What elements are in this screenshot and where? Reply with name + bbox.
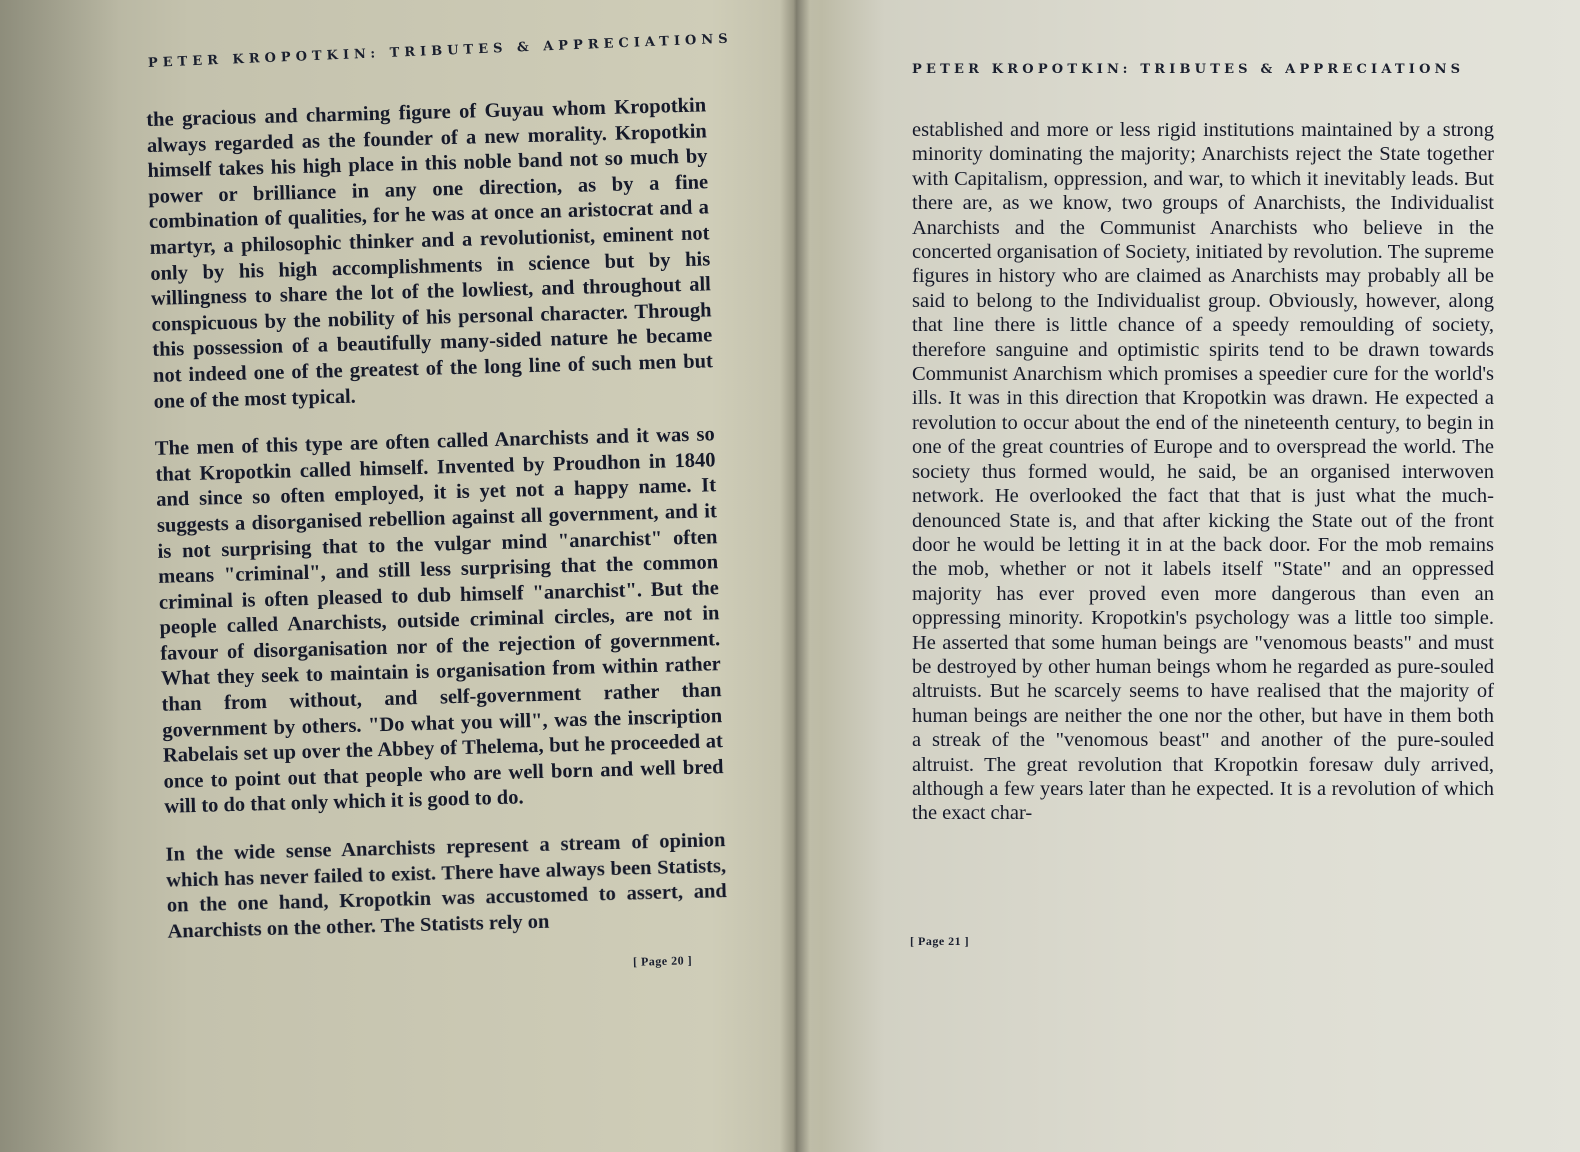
right-running-head: PETER KROPOTKIN: TRIBUTES & APPRECIATIONS (912, 62, 1465, 77)
left-paragraph-2: The men of this type are often called Anarchists and it was so that Kropotkin called himself. Invented by Proudhon in 1840 and since so often employed, it is yet not a happy name. It suggests a disorganised rebellion against all government, and it is not surprising that to the vulgar mind "anarchist" often means "criminal", and still less surprising that the common criminal is often pleased to dub himself "anarchist". But the people called Anarchists, outside criminal circles, are not in favour of disorganisation nor of the rejection of government. What they seek to maintain is organisation from within rather than from without, and self-government rather than government by others. "Do what you will", was the inscription Rabelais set up over the Abbey of Thelema, but he proceeded at once to point out that people who are well born and well bred will to do that only which it is good to do. (154, 423, 724, 819)
left-paragraph-1: the gracious and charming figure of Guyau whom Kropotkin always regarded as the founder of a new morality. Kropotkin himself takes his high place in this noble band not so much by power or brilliance in any one direction, as by a fine combination of qualities, for he was at once an aristocrat and a martyr, a philosophic thinker and a revolutionist, eminent not only by his high accomplishments in science but by his willingness to share the lot of the lowliest, and throughout all conspicuous by the nobility of his personal character. Through this possession of a beautifully many-sided nature he became not indeed one of the greatest of the long line of such men but one of the most typical. (146, 94, 714, 413)
right-body-text (912, 118, 1494, 826)
left-running-head: PETER KROPOTKIN: TRIBUTES & APPRECIATIONS (147, 31, 733, 71)
right-paragraph-1: established and more or less rigid institutions maintained by a strong minority dominating the majority; Anarchists reject the State together with Capitalism, oppression, and war, to which it inevitably leads. But there are, as we know, two groups of Anarchists, the Individualist Anarchists and the Communist Anarchists who believe in the concerted organisation of Society, initiated by revolution. The supreme figures in history who are claimed as Anarchists may probably all be said to belong to the Individualist group. Obviously, however, along that line there is little chance of a speedy remoulding of society, therefore sanguine and optimistic spirits tend to be drawn towards Communist Anarchism which promises a speedier cure for the world's ills. It was in this direction that Kropotkin was drawn. He expected a revolution to occur about the end of the nineteenth century, to begin in one of the great countries of Europe and to overspread the world. The society thus formed would, he said, be an organised interwoven network. He overlooked the fact that that is just what the much-denounced State is, and that after kicking the State out of the front door he would be letting it in at the back door. For the mob remains the mob, whether or not it labels itself "State" and an oppressed majority has ever proved even more dangerous than even an oppressing minority. Kropotkin's psychology was a little too simple. He asserted that some human beings are "venomous beasts" and must be destroyed by other human beings whom he regarded as pure-souled altruists. But he scarcely seems to have realised that the majority of human beings are neither the one nor the other, but have in them both a streak of the "venomous beast" and another of the pure-souled altruist. The great revolution that Kropotkin foresaw duly arrived, although a few years later than he expected. It is a revolution of which the exact char- (912, 119, 1495, 825)
left-body-text (146, 93, 728, 967)
right-page-number: [ Page 21 ] (910, 934, 970, 948)
left-page-number: [ Page 20 ] (632, 953, 693, 969)
left-paragraph-3: In the wide sense Anarchists represent a stream of opinion which has never failed to exist. There have always been Statists, on the one hand, Kropotkin was accustomed to assert, and Anarchists on the other. The Statists rely on (165, 829, 727, 943)
right-page (800, 0, 1580, 1152)
